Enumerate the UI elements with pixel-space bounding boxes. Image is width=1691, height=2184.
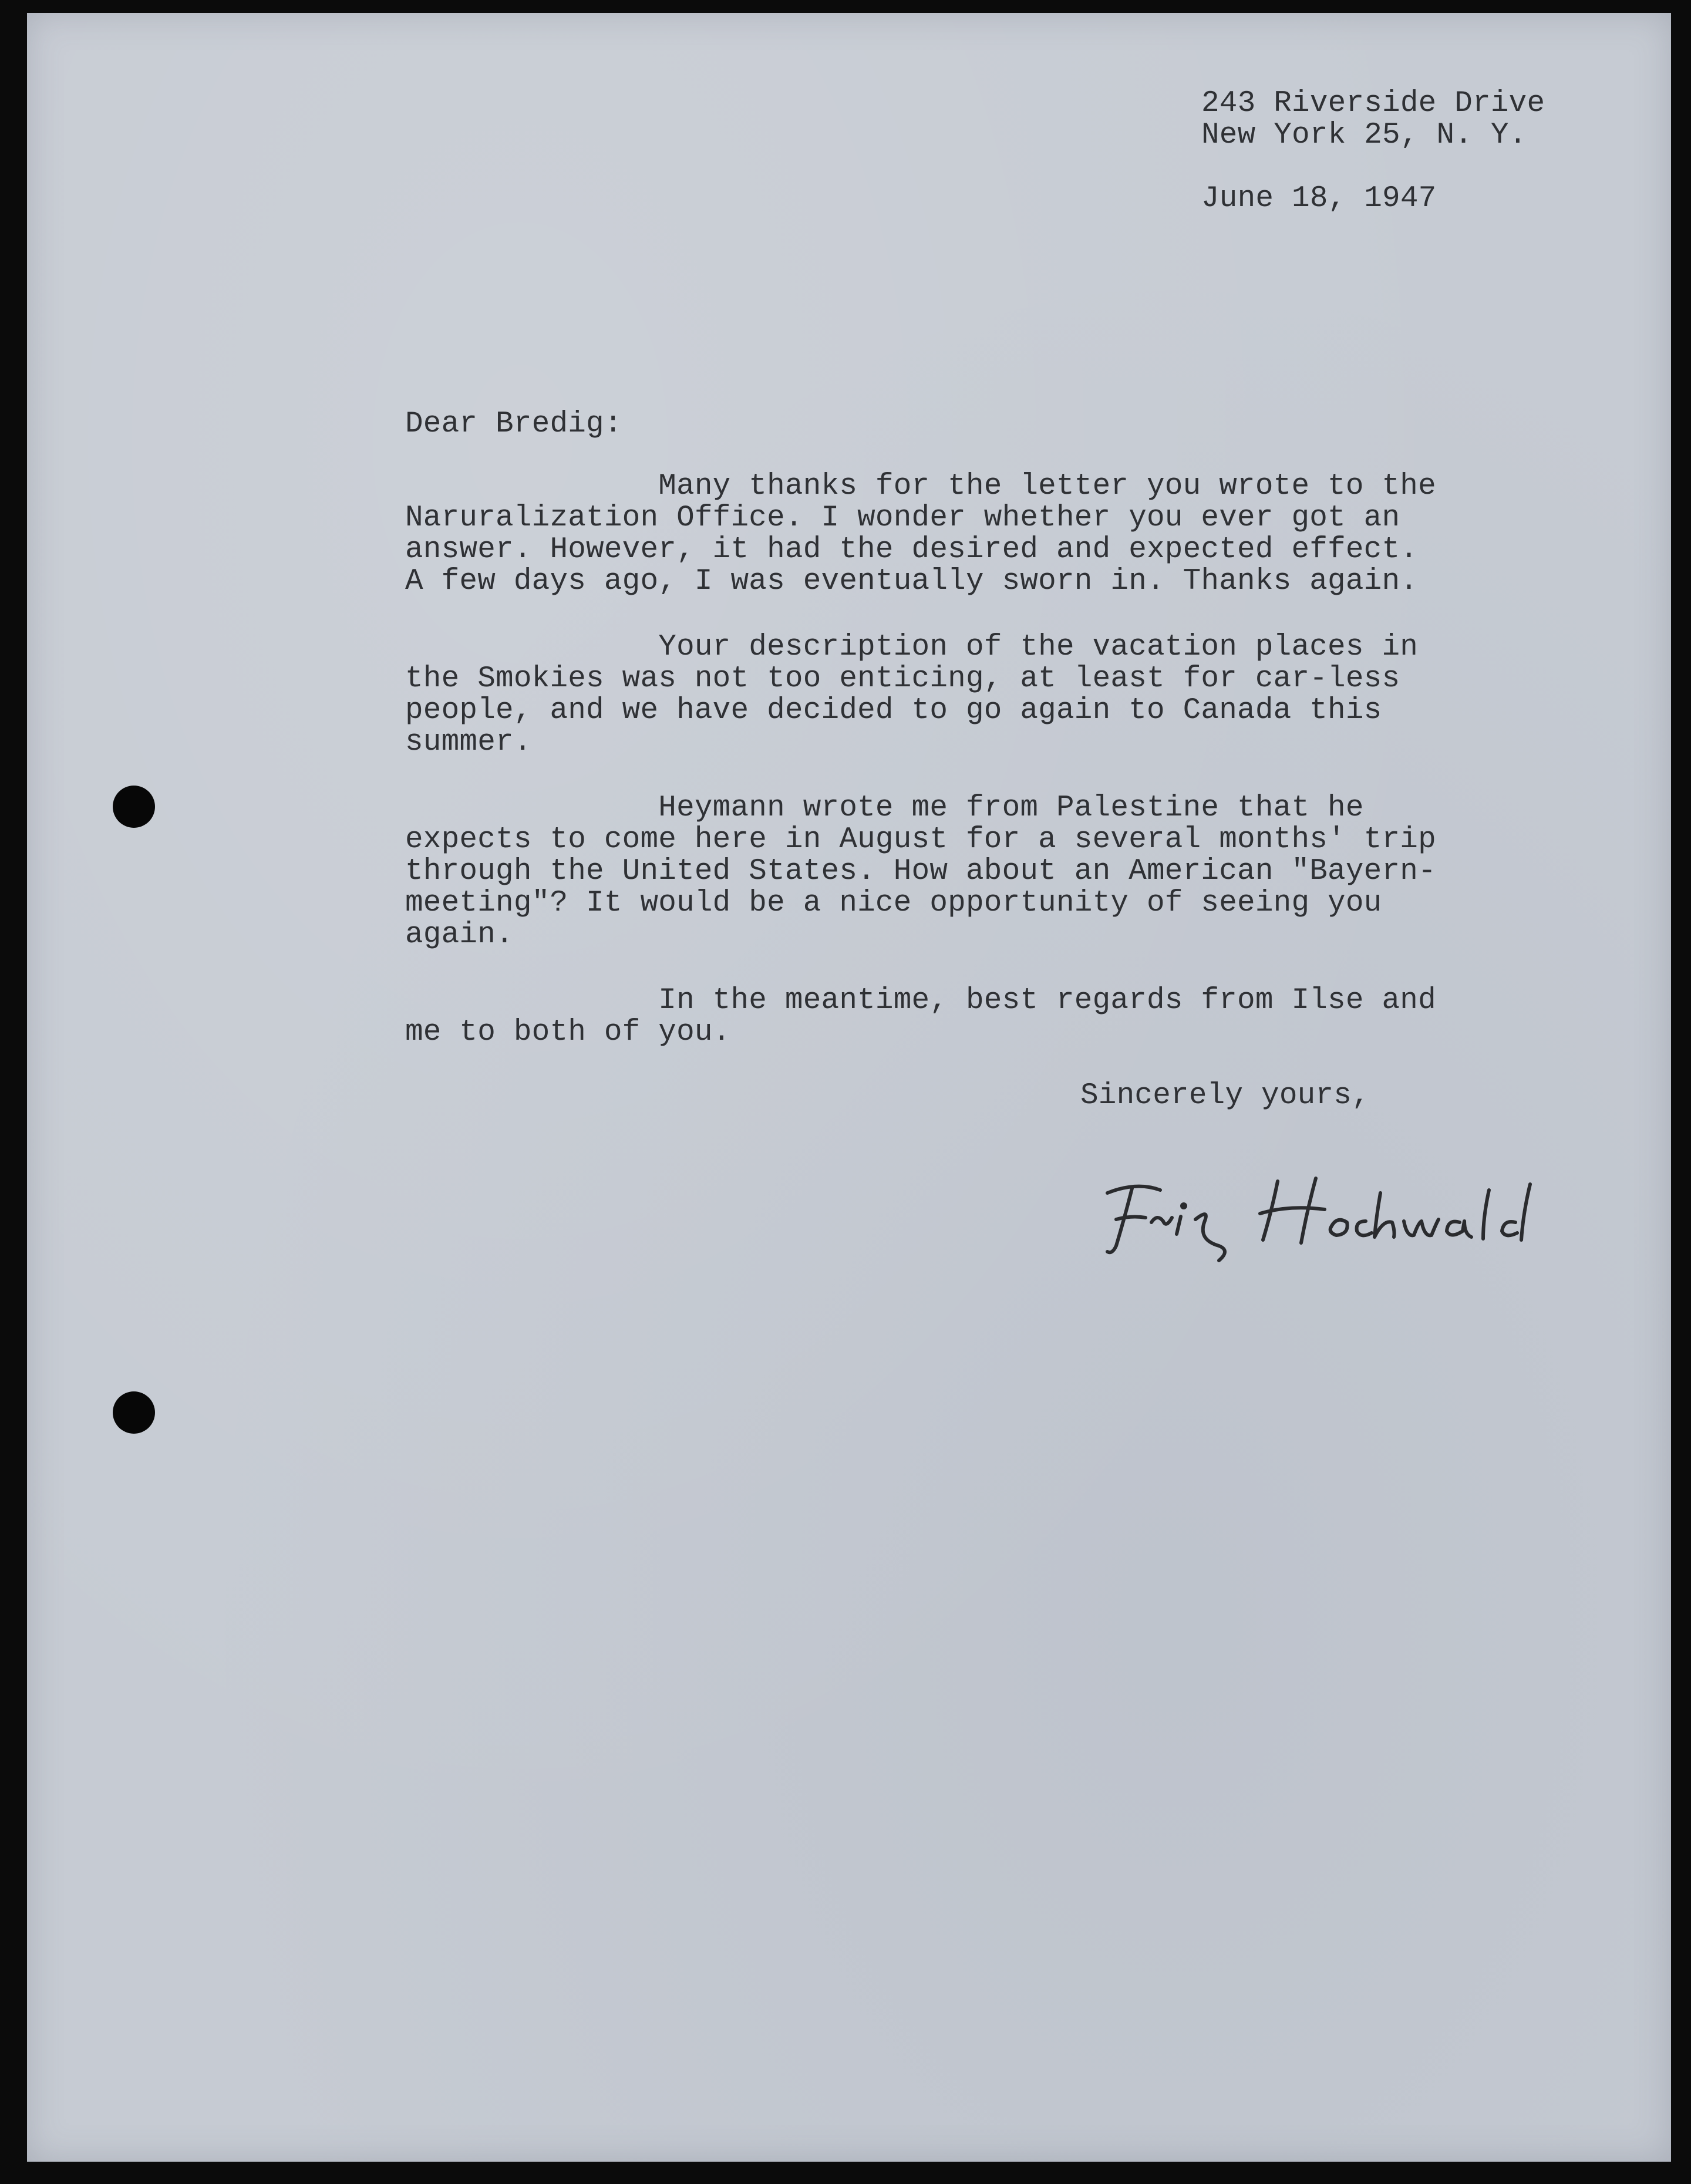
salutation: Dear Bredig: bbox=[405, 407, 622, 441]
letter-sheet bbox=[27, 13, 1671, 2162]
body-paragraph: Many thanks for the letter you wrote to the Naruralization Office. I wonder whether you ever got an answer. However, it had the desired and expected effect. A few days ago, I was eventually sworn in. Thanks again. bbox=[405, 470, 1436, 598]
body-paragraph: In the meantime, best regards from Ilse and me to both of you. bbox=[405, 984, 1436, 1049]
letter-date: June 18, 1947 bbox=[1201, 182, 1437, 215]
sender-address bbox=[1201, 88, 1545, 151]
handwritten-signature bbox=[1084, 1158, 1554, 1263]
address-line-2: New York 25, N. Y. bbox=[1201, 119, 1527, 152]
punch-hole bbox=[113, 1391, 155, 1434]
body-paragraph: Your description of the vacation places in the Smokies was not too enticing, at least for car-less people, and we have decided to go again to Canada this summer. bbox=[405, 631, 1419, 759]
address-line-1: 243 Riverside Drive bbox=[1201, 87, 1545, 120]
closing: Sincerely yours, bbox=[1080, 1079, 1370, 1113]
punch-hole bbox=[113, 786, 155, 828]
body-paragraph: Heymann wrote me from Palestine that he expects to come here in August for a several months' trip through the United States. How about an American "Bayern- meeting"? It would be a nice opportunity of seeing you again. bbox=[405, 791, 1436, 952]
